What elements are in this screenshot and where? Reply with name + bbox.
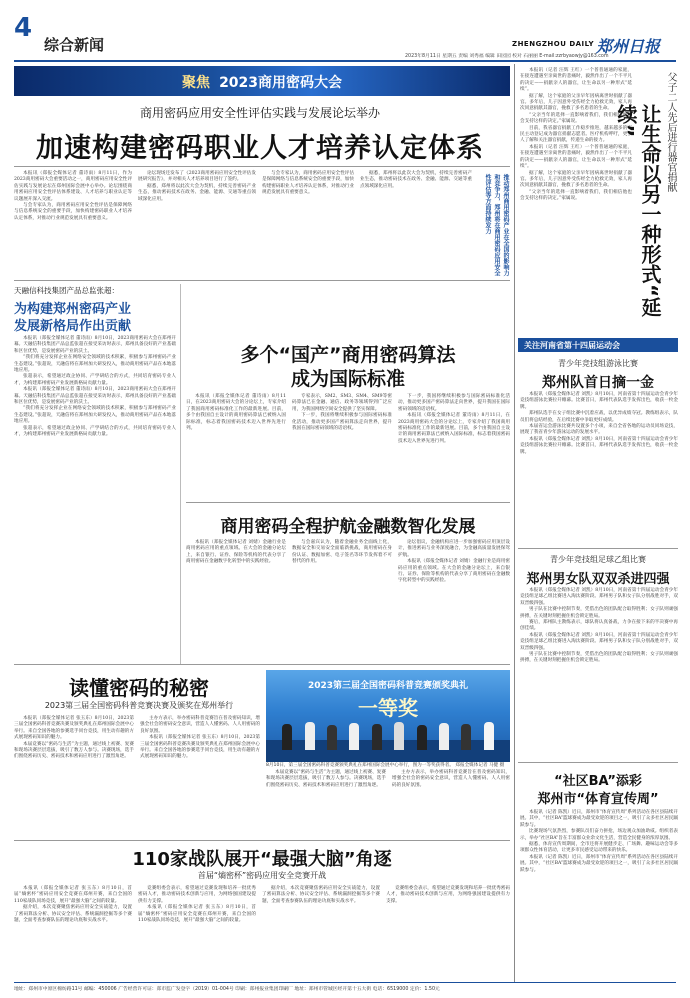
right-top-para-2: 据了解，这个家庭的父亲早年因病离世时捐献了器官。多年后，儿子因意外受伤经全力抢救无效，家人再次同意捐献其器官，挽救了多名患者的生命。 [520, 93, 632, 112]
page-number-box [14, 14, 42, 42]
photo-award-text: 一等奖 [358, 696, 418, 720]
left-headline-2: 发展新格局作出贡献 [14, 319, 132, 334]
main-kicker: 商用密码应用安全性评估实践与发展论坛举办 [139, 106, 380, 120]
footer-text: 地址：郑州市中原区棉纺路11号 邮编：450006 广告经营许可证：郑市监广发登字（2019）01-004号 印刷：郑州报业集团印刷厂 地址：郑州市管城区经开第十五大街 电话：6519000 定价：1.50元 [14, 987, 440, 992]
right-mid2-para-3: 赛后，郑州队主教练表示，球队将认真备战，力争在接下来的半决赛中再创佳绩。 [520, 620, 678, 632]
fin-body-col2 [292, 540, 392, 658]
banner-prefix: 聚焦 [181, 75, 210, 91]
right-mid2-para-2b: 男子队在比赛中控制节奏，凭借出色的团队配合取得胜利；女子队则顽强拼搏，在关键时刻把握住机会锁定胜局。 [520, 652, 678, 664]
right-rule-1 [518, 548, 678, 549]
bottom-body-col3 [262, 886, 380, 978]
bottom-para-1: 本报讯（郑报全媒体记者 张玉东）8月10日，首届“熵密杯”密码应用安全竞赛在郑州开赛，来自全国的110家战队同场竞技，展开“最强大脑”之间的较量。 [14, 886, 132, 904]
fin-body-col3 [398, 540, 510, 658]
left-kicker: 天融信科技集团产品总监张超： [14, 286, 119, 295]
left-para-3b: 张超表示，希望通过政企协同、产学研结合的方式，共同培育密码专业人才，为构建郑州密码产业发展新格局贡献力量。 [14, 425, 176, 438]
left-vrule [180, 284, 181, 664]
mid-headline-2: 成为国际标准 [290, 368, 405, 390]
right-bottom-headline-2: 郑州市“体育宣传周” [537, 792, 659, 807]
mid-para-3: 下一步，我国将继续积极参与国际密码标准化活动，推动更多国产密码算法走向世界，提升我国在国际密码领域的话语权。 [292, 413, 392, 432]
right-mid2-headline: 郑州男女队双双杀进四强 [526, 572, 670, 587]
right-top-para-4: 目前，我省器官捐献工作稳步推进，越来越多的市民主动登记成为器官捐献志愿者。医疗机构呼吁，更多人了解和关注器官捐献，传递生命的接力。 [520, 125, 632, 144]
row3-rule [14, 840, 510, 841]
fin-body-col1 [186, 540, 286, 658]
row1-rule [14, 280, 510, 281]
mid-para-3b: 下一步，我国将继续积极参与国际密码标准化活动，推动更多国产密码算法走向世界，提升我国在国际密码领域的话语权。 [398, 394, 510, 412]
photo-body-col4 [392, 770, 510, 836]
right-top-para-1: 本报讯（记者 汪辉 王红）一个普普通通的家庭，在接连遭遇至亲离世的悲痛时，毅然作出了一个不平凡的决定——捐献亲人的器官，让生命以另一种形式“延续”。 [520, 68, 632, 93]
mid-para-2: 专家表示，SM2、SM3、SM4、SM9等密码算法已在金融、通信、政务等领域得到广泛应用，为我国网络空间安全提供了坚实保障。 [292, 394, 392, 412]
right-bottom-para-2: 比赛现场气氛热烈，参赛队员们奋力拼抢，场边观众加油助威。组织者表示，举办“社区BA”旨在丰富群众业余文化生活，营造全民健身的浓厚氛围。 [520, 829, 678, 841]
photo-body-col1 [14, 716, 134, 836]
header-rule [14, 60, 676, 62]
banner-title: 2023商用密码大会 [219, 75, 343, 91]
right-rule-2 [518, 762, 678, 763]
bottom-body-col4 [386, 886, 510, 978]
main-para-1b: 与会专家认为，商用密码应用安全性评估是保障网络与信息系统安全的重要手段，加快构建密码职业人才培养认定体系，对推动行业规范发展具有重要意义。 [262, 171, 354, 196]
right-top-para-3b: “父亲当年的选择一直影响着我们，我们相信他也会支持这样的决定。”家属说。 [520, 189, 632, 202]
main-vertical-quote: 推动郑州商用密码产业在全国的影响力和竞争力，郑州将在商用密码应用安全性评估等方面持续发力 [484, 174, 509, 276]
right-top-para-3: “父亲当年的选择一直影响着我们，我们相信他也会支持这样的决定。”家属说。 [520, 112, 632, 125]
fin-para-2: 与会嘉宾认为，随着金融业务全面线上化，数据安全和交易安全面临新挑战，商用密码在身份认证、数据加密、电子签名等环节发挥着不可替代的作用。 [292, 540, 392, 565]
right-top-vertical-kicker: 父子二人先后进行器官捐献 [665, 72, 676, 192]
photo-para-3: 主办方表示，举办密码科普竞赛旨在普及密码知识，增强全社会的密码安全意识，营造人人懂密码、人人用密码的良好氛围。 [140, 716, 260, 734]
meta-line: 2023年8月11日 星期五 责编 刘秀福 编辑 田园园 校对 石丽丽 E-mail:zzrbyaowjy@163.com [405, 54, 609, 59]
left-body [14, 336, 176, 660]
bottom-para-2: 据介绍，本次竞赛聚焦密码应用安全实战能力，设置了密码算法分析、协议安全评估、系统漏洞挖掘等多个赛题，全面考查参赛队伍的理论功底和实战水平。 [14, 905, 132, 924]
bottom-body-col1 [14, 886, 132, 978]
right-mid-para-2: 郑州队选手在女子组比赛中沉着应战，以优异成绩夺冠。教练组表示，队员们将总结经验，在后续比赛中争取更好成绩。 [520, 411, 678, 423]
right-section-label: 关注河南省第十四届运动会 [524, 341, 620, 350]
mid-body-col3 [398, 394, 510, 496]
bottom-para-2b: 据介绍，本次竞赛聚焦密码应用安全实战能力，设置了密码算法分析、协议安全评估、系统漏洞挖掘等多个赛题，全面考查参赛队伍的理论功底和实战水平。 [262, 886, 380, 904]
fin-para-1: 本报讯（郑报全媒体记者 刘婧）金融行业是商用密码应用的重点领域。在大会的金融分论坛上，来自银行、证券、保险等机构的代表分享了商用密码在金融数字化转型中的实践经验。 [186, 540, 286, 565]
mid-body-col2 [292, 394, 392, 496]
right-mid-para-1: 本报讯（郑报全媒体记者 刘凯）8月10日，河南省第十四届运动会青少年竞技组游泳比赛拉开帷幕。比赛首日，郑州代表队选手发挥出色，收获一枚金牌。 [520, 392, 678, 410]
left-para-3: 张超表示，希望通过政企协同、产学研结合的方式，共同培育密码专业人才，为构建郑州密码产业发展新格局贡献力量。 [14, 374, 176, 386]
mid-para-1: 本报讯（郑报全媒体记者 董诗雨）8月11日，在2023商用密码大会的分论坛上，专家介绍了我国商用密码标准化工作的最新进展。目前，多个由我国自主设计的商用密码算法已被纳入国际标准，标志着我国密码技术迈入世界先进行列。 [186, 394, 286, 432]
main-body-col1 [14, 171, 132, 275]
right-mid2-para-1: 本报讯（郑报全媒体记者 刘凯）8月10日，河南省第十四届运动会青少年竞技组足球乙组比赛进入淘汰赛阶段。郑州男子队和女子队分别战胜对手，双双晋级四强。 [520, 588, 678, 606]
footer-rule [14, 982, 676, 983]
main-para-4: 据悉，郑州将以此次大会为契机，持续完善密码产业生态，推动密码技术在政务、金融、能源、交通等重点领域深化应用。 [138, 183, 256, 202]
right-mid2-para-2: 男子队在比赛中控制节奏，凭借出色的团队配合取得胜利；女子队则顽强拼搏，在关键时刻把握住机会锁定胜局。 [520, 607, 678, 619]
right-mid2-kicker: 青少年竞技组足球乙组比赛 [550, 555, 646, 564]
left-para-2b: “我们将充分发挥企业在网络安全领域的技术积累，积极参与郑州密码产业生态建设。”张超说，天融信将在郑州加大研发投入，推动商用密码产品在本地落地应用。 [14, 406, 176, 425]
mid-body-col1 [186, 394, 286, 496]
award-photo [266, 670, 510, 762]
mid-para-1b: 本报讯（郑报全媒体记者 董诗雨）8月11日，在2023商用密码大会的分论坛上，专家介绍了我国商用密码标准化工作的最新进展。目前，多个由我国自主设计的商用密码算法已被纳入国际标准，标志着我国密码技术迈入世界先进行列。 [398, 413, 510, 444]
right-mid-para-3: 本届省运会游泳比赛共设置多个小项，来自全省各地的运动员同场竞技，展现了我省青少年游泳运动的发展水平。 [520, 424, 678, 436]
main-para-2: 与会专家认为，商用密码应用安全性评估是保障网络与信息系统安全的重要手段，加快构建密码职业人才培养认定体系，对推动行业规范发展具有重要意义。 [14, 203, 132, 221]
left-para-2: “我们将充分发挥企业在网络安全领域的技术积累，积极参与郑州密码产业生态建设。”张超说，天融信将在郑州加大研发投入，推动商用密码产品在本地落地应用。 [14, 355, 176, 374]
people-row [276, 720, 500, 750]
paper-en: ZHENGZHOU DAILY [512, 40, 595, 48]
bottom-para-1b: 本报讯（郑报全媒体记者 张玉东）8月10日，首届“熵密杯”密码应用安全竞赛在郑州开赛，来自全国的110家战队同场竞技，展开“最强大脑”之间的较量。 [138, 905, 256, 924]
mid-headline-1: 多个“国产”商用密码算法 [240, 344, 456, 366]
right-bottom-para-1b: 本报讯（记者 陈凯）近日，郑州市“体育宣传周”系列活动在各区县陆续开展。其中，“社区BA”篮球赛成为最受欢迎的项目之一，吸引了众多社区居民踊跃参与。 [520, 854, 678, 873]
right-vrule [514, 64, 515, 982]
right-mid-para-1b: 本报讯（郑报全媒体记者 刘凯）8月10日，河南省第十四届运动会青少年竞技组游泳比赛拉开帷幕。比赛首日，郑州代表队选手发挥出色，收获一枚金牌。 [520, 436, 678, 455]
right-mid-kicker: 青少年竞技组游泳比赛 [558, 359, 638, 368]
right-bottom-headline-1: “社区BA”添彩 [554, 774, 642, 789]
main-body-col3 [262, 171, 354, 275]
bottom-para-3b: 竞赛组委会表示，希望通过竞赛发现和培养一批优秀密码人才，推动密码技术创新与应用，为网络强国建设提供有力支撑。 [386, 886, 510, 904]
fin-para-3: 论坛倡议，金融机构应进一步加强密码应用顶层设计，推进密码与业务深度融合，为金融高质量发展保驾护航。 [398, 540, 510, 558]
photo-para-2b: 本届竞赛以“密码与生活”为主题，通过线上初赛、复赛和现场决赛层层选拔，吸引了数万人参与。决赛现场，选手们围绕密码历史、密码技术和密码应用进行了激烈角逐。 [266, 770, 386, 788]
right-mid-body [520, 392, 678, 544]
photo-story-subhead: 2023第三届全国密码科普竞赛决赛及颁奖在郑州举行 [44, 701, 234, 710]
photo-para-1: 本报讯（郑报全媒体记者 张玉东）8月10日，2023第三届全国密码科普竞赛决赛及颁奖典礼在郑州国际会展中心举行。来自全国各地的参赛选手同台竞技，用生动有趣的方式展现密码知识的魅力。 [14, 716, 134, 741]
photo-story-headline: 读懂密码的秘密 [69, 676, 209, 700]
main-rule [14, 166, 510, 167]
photo-para-3b: 主办方表示，举办密码科普竞赛旨在普及密码知识，增强全社会的密码安全意识，营造人人懂密码、人人用密码的良好氛围。 [392, 770, 510, 788]
right-top-vertical-headline: 让生命以另一种形式“延续” [614, 104, 662, 318]
paper-cn-logo: 郑州日报 [596, 37, 661, 56]
right-bottom-body [520, 810, 678, 980]
right-bottom-para-3: 据悉，体育宣传周期间，全市还将开展健步走、广场舞、趣味运动会等多项群众性体育活动，让更多市民感受运动带来的快乐。 [520, 842, 678, 854]
bottom-subhead: 首届“熵密杯”密码应用安全竞赛开战 [197, 871, 327, 880]
main-body-col2 [138, 171, 256, 275]
right-mid2-para-1b: 本报讯（郑报全媒体记者 刘凯）8月10日，河南省第十四届运动会青少年竞技组足球乙组比赛进入淘汰赛阶段。郑州男子队和女子队分别战胜对手，双双晋级四强。 [520, 632, 678, 651]
photo-para-2: 本届竞赛以“密码与生活”为主题，通过线上初赛、复赛和现场决赛层层选拔，吸引了数万人参与。决赛现场，选手们围绕密码历史、密码技术和密码应用进行了激烈角逐。 [14, 741, 134, 760]
left-para-1b: 本报讯（郑报全媒体记者 董诗雨）8月10日，2023商用密码大会在郑州开幕。天融信科技集团产品总监张超在接受采访时表示，郑州具备良好的产业基础和区位优势，是发展密码产业的沃土。 [14, 387, 176, 406]
right-bottom-para-1: 本报讯（记者 陈凯）近日，郑州市“体育宣传周”系列活动在各区县陆续开展。其中，“社区BA”篮球赛成为最受欢迎的项目之一，吸引了众多社区居民踊跃参与。 [520, 810, 678, 828]
banner [14, 66, 510, 96]
right-mid-headline: 郑州队首日摘一金 [542, 375, 654, 391]
bottom-headline: 110家战队展开“最强大脑”角逐 [132, 849, 392, 870]
photo-para-1b: 本报讯（郑报全媒体记者 张玉东）8月10日，2023第三届全国密码科普竞赛决赛及颁奖典礼在郑州国际会展中心举行。来自全国各地的参赛选手同台竞技，用生动有趣的方式展现密码知识的魅力。 [140, 735, 260, 760]
bottom-para-3: 竞赛组委会表示，希望通过竞赛发现和培养一批优秀密码人才，推动密码技术创新与应用，为网络强国建设提供有力支撑。 [138, 886, 256, 904]
fin-headline: 商用密码全程护航金融数智化发展 [220, 517, 476, 537]
photo-banner-text: 2023第三届全国密码科普竞赛颁奖典礼 [307, 681, 469, 691]
right-mid2-body [520, 588, 678, 756]
main-para-3: 论坛现场还发布了《2023商用密码应用安全性评估发展研究报告》，并对相关人才培养项目进行了签约。 [138, 171, 256, 183]
right-top-para-2b: 据了解，这个家庭的父亲早年因病离世时捐献了器官。多年后，儿子因意外受伤经全力抢救无效，家人再次同意捐献其器官，挽救了多名患者的生命。 [520, 170, 632, 189]
bottom-body-col2 [138, 886, 256, 978]
left-headline-1: 为构建郑州密码产业 [14, 302, 132, 317]
main-headline: 加速构建密码职业人才培养认定体系 [36, 133, 484, 164]
main-para-1: 本报讯（郑报全媒体记者 董诗雨）8月11日，作为2023商用密码大会重要活动之一，商用密码应用安全性评估实践与发展论坛在郑州国际会展中心举办。论坛围绕商用密码应用安全性评估体系建设、人才培养与职业认定等议题展开深入交流。 [14, 171, 132, 202]
photo-body-col3 [266, 770, 386, 836]
row2-rule [14, 664, 510, 665]
fin-top-rule [186, 502, 510, 503]
main-body-col4 [360, 171, 472, 275]
left-para-1: 本报讯（郑报全媒体记者 董诗雨）8月10日，2023商用密码大会在郑州开幕。天融信科技集团产品总监张超在接受采访时表示，郑州具备良好的产业基础和区位优势，是发展密码产业的沃土。 [14, 336, 176, 354]
photo-caption: 8月10日，第三届全国密码科普竞赛颁奖典礼在郑州国际会展中心举行，图为一等奖获得者。 郑报全媒体记者 马健 摄 [266, 763, 505, 768]
right-section-bar [518, 338, 678, 352]
page-number: 4 [14, 13, 33, 43]
main-para-2b: 据悉，郑州将以此次大会为契机，持续完善密码产业生态，推动密码技术在政务、金融、能源、交通等重点领域深化应用。 [360, 171, 472, 189]
right-top-para-1b: 本报讯（记者 汪辉 王红）一个普普通通的家庭，在接连遭遇至亲离世的悲痛时，毅然作出了一个不平凡的决定——捐献亲人的器官，让生命以另一种形式“延续”。 [520, 144, 632, 170]
section-title: 综合新闻 [44, 36, 105, 54]
photo-body-col2 [140, 716, 260, 836]
fin-para-1b: 本报讯（郑报全媒体记者 刘婧）金融行业是商用密码应用的重点领域。在大会的金融分论坛上，来自银行、证券、保险等机构的代表分享了商用密码在金融数字化转型中的实践经验。 [398, 559, 510, 584]
